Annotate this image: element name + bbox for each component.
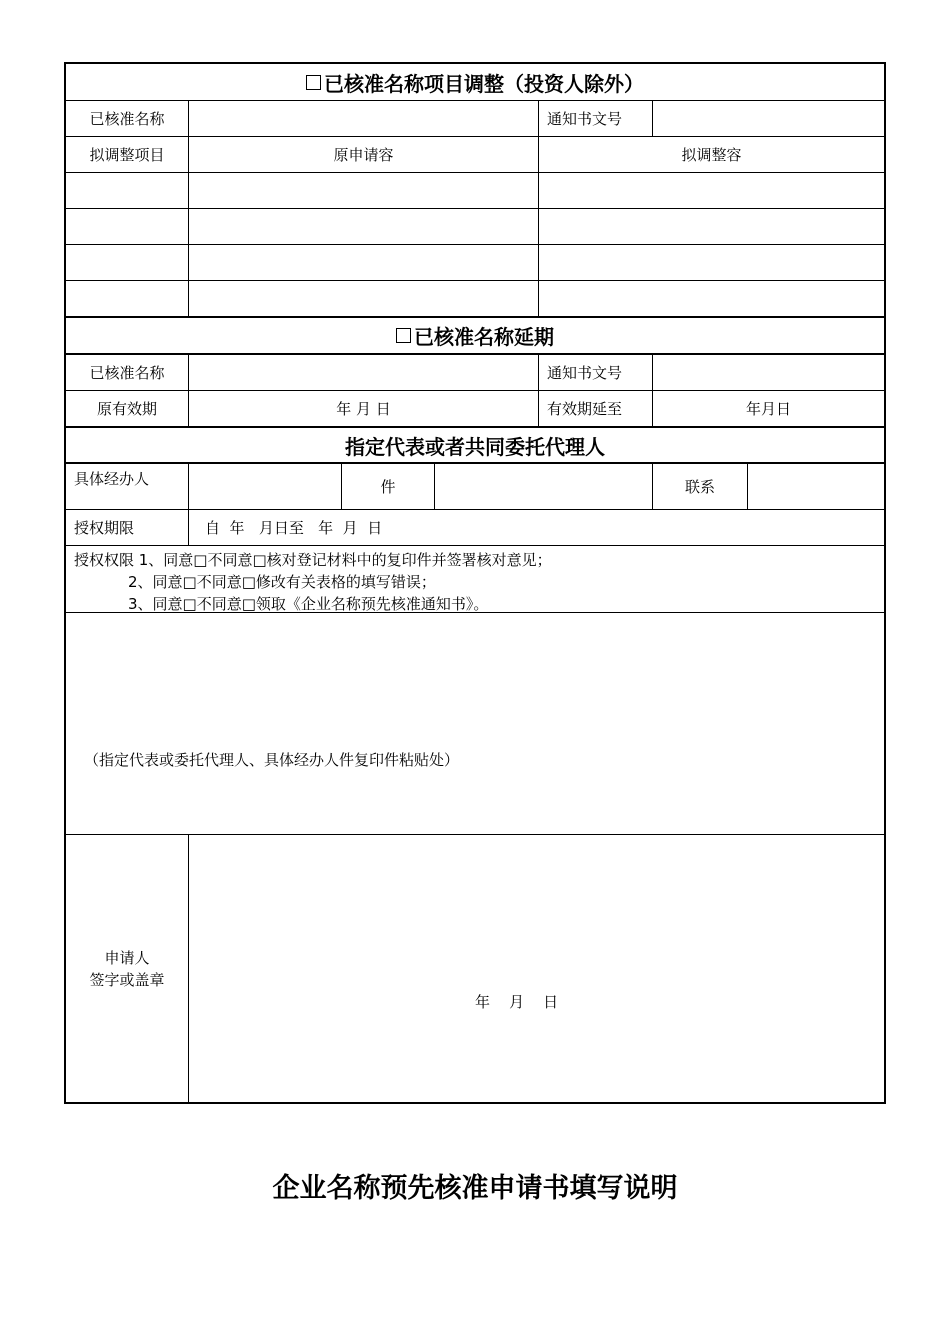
original-validity-label: 原有效期: [96, 400, 157, 418]
section2-name-label: 已核准名称: [89, 364, 165, 382]
original-validity-value[interactable]: 年 月 日: [188, 391, 538, 426]
section2-header: [66, 318, 884, 355]
signature-label: [66, 835, 188, 1102]
section2-title: 已核准名称延期: [414, 325, 554, 349]
id-field[interactable]: [434, 464, 652, 509]
original-content-field[interactable]: [188, 245, 538, 280]
section2-notice-field[interactable]: [652, 355, 884, 390]
auth-period-value[interactable]: 自 年 月日至 年 月 日: [188, 510, 884, 545]
application-form: [64, 62, 886, 1104]
auth-scope: [74, 549, 552, 615]
id-label: 件: [341, 464, 434, 509]
adjust-item-field[interactable]: [66, 209, 188, 244]
paste-note: （指定代表或委托代理人、具体经办人件复印件粘贴处）: [84, 751, 460, 769]
handler-row: [66, 464, 884, 510]
section1-title: 已核准名称项目调整（投资人除外）: [324, 71, 644, 96]
section2-name-field[interactable]: [188, 355, 538, 390]
adjust-row: [66, 281, 884, 318]
adjust-item-field[interactable]: [66, 281, 188, 316]
id-copy-paste-area: [66, 613, 884, 835]
original-content-label: 原申请容: [188, 137, 538, 172]
section2-checkbox[interactable]: [396, 328, 411, 343]
section1-name-label: 已核准名称: [89, 110, 165, 128]
adjusted-content-field[interactable]: [538, 209, 884, 244]
adjust-row: [66, 245, 884, 281]
signature-date: 年 月 日: [475, 993, 559, 1011]
original-content-field[interactable]: [188, 281, 538, 316]
section1-notice-field[interactable]: [652, 101, 884, 136]
section1-notice-label: 通知书文号: [538, 101, 652, 136]
adjust-row: [66, 209, 884, 245]
contact-field[interactable]: [747, 464, 884, 509]
auth-scope-row: [66, 546, 884, 613]
auth-period-row: [66, 510, 884, 546]
contact-label: 联系: [652, 464, 747, 509]
handler-name-field[interactable]: [188, 464, 341, 509]
auth-scope-line3: 3、同意□不同意□领取《企业名称预先核准通知书》。: [128, 595, 489, 613]
adjust-item-field[interactable]: [66, 245, 188, 280]
instructions-title: 企业名称预先核准申请书填写说明: [272, 1173, 678, 1204]
section1-checkbox[interactable]: [306, 75, 321, 90]
signature-label-line1: 申请人: [104, 948, 150, 967]
section1-header-row: [66, 137, 884, 173]
auth-scope-line2: 2、同意□不同意□修改有关表格的填写错误；: [128, 573, 436, 591]
section3-header: [66, 428, 884, 464]
section1-header: [66, 64, 884, 101]
original-content-field[interactable]: [188, 173, 538, 208]
section2-notice-label: 通知书文号: [538, 355, 652, 390]
section1-name-field[interactable]: [188, 101, 538, 136]
auth-period-label: 授权期限: [74, 519, 135, 537]
adjust-item-label: 拟调整项目: [89, 146, 165, 164]
extend-to-label: 有效期延至: [538, 391, 652, 426]
original-content-field[interactable]: [188, 209, 538, 244]
signature-area[interactable]: [188, 835, 884, 1102]
validity-row: [66, 391, 884, 428]
adjust-item-field[interactable]: [66, 173, 188, 208]
handler-label: 具体经办人: [74, 470, 150, 488]
section3-title: 指定代表或者共同委托代理人: [345, 434, 605, 459]
section1-name-row: [66, 101, 884, 137]
signature-label-line2: 签字或盖章: [89, 970, 165, 989]
adjusted-content-label: 拟调整容: [538, 137, 884, 172]
section2-name-row: [66, 355, 884, 391]
extend-to-value[interactable]: 年月日: [652, 391, 884, 426]
adjusted-content-field[interactable]: [538, 245, 884, 280]
adjusted-content-field[interactable]: [538, 281, 884, 316]
adjusted-content-field[interactable]: [538, 173, 884, 208]
auth-scope-line1: 授权权限 1、同意□不同意□核对登记材料中的复印件并签署核对意见；: [74, 551, 552, 569]
signature-row: [66, 835, 884, 1102]
adjust-row: [66, 173, 884, 209]
